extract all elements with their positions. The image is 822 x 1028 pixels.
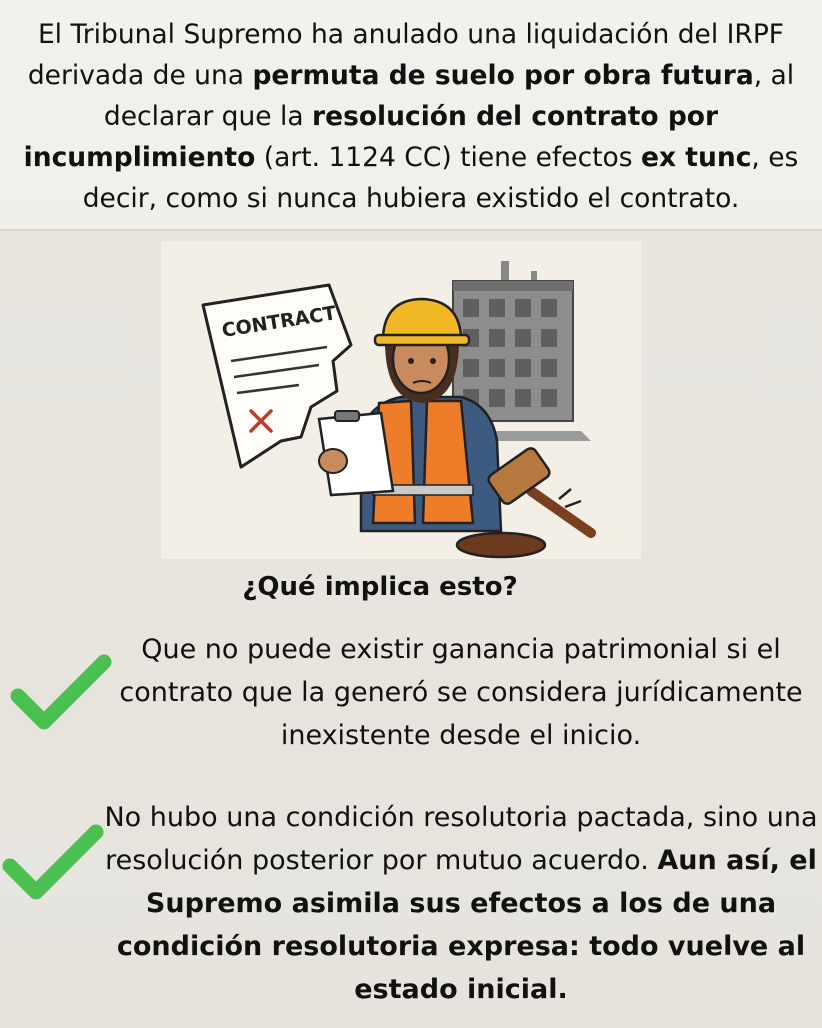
- intro-bold-3: ex tunc: [641, 142, 752, 173]
- question-heading: ¿Qué implica esto?: [242, 572, 518, 602]
- intro-bold-2: resolución del contrato por incumplimiento: [23, 101, 719, 173]
- point-2-bold: Aun así, el Supremo asimila sus efectos a los de una condición resolutoria expresa: todo vuelve al estado inicial.: [116, 845, 817, 1005]
- point-2-text: No hubo una condición resolutoria pactada, sino una resolución posterior por mutuo acuerdo.: [104, 802, 818, 876]
- intro-text-3: (art. 1124 CC) tiene efectos: [255, 142, 641, 173]
- intro-bold-1: permuta de suelo por obra futura: [252, 60, 754, 91]
- section-divider: [0, 229, 822, 231]
- intro-paragraph: [0, 14, 822, 219]
- contract-label: CONTRACT: [220, 302, 338, 342]
- illustration: [161, 241, 641, 559]
- green-check-icon: [0, 822, 104, 906]
- illustration-svg: [161, 241, 641, 559]
- intro-text-2: , al declarar que la: [103, 60, 795, 132]
- intro-text-1: El Tribunal Supremo ha anulado una liquidación del IRPF derivada de una: [27, 19, 785, 91]
- green-check-icon: [8, 652, 112, 736]
- point-1: Que no puede existir ganancia patrimonial si el contrato que la generó se considera jurídicamente inexistente desde el inicio.: [119, 634, 803, 751]
- intro-text-4: , es decir, como si nunca hubiera existido el contrato.: [82, 142, 799, 214]
- point-2: [100, 796, 822, 1011]
